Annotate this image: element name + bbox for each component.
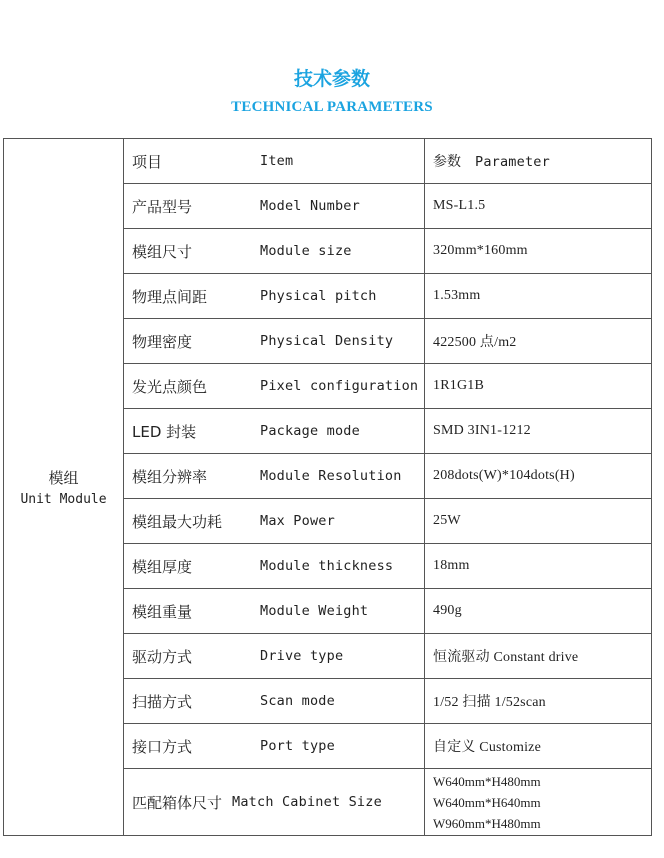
item-label-cn: 发光点颜色 — [132, 377, 208, 396]
header-param-en: Parameter — [475, 154, 550, 170]
table-header-row — [4, 139, 652, 184]
item-label-cn: 模组重量 — [132, 602, 193, 621]
item-cell — [124, 319, 425, 364]
cabinet-size-value: W640mm*H640mm — [433, 794, 541, 810]
item-cell — [124, 589, 425, 634]
value-cell — [425, 769, 652, 836]
item-label-en: Physical Density — [260, 333, 394, 349]
value-cell: 25W — [425, 499, 652, 544]
group-label-cn: 模组 — [48, 469, 79, 487]
item-label-cn: LED 封装 — [132, 422, 197, 441]
item-cell — [124, 184, 425, 229]
cabinet-size-value: W960mm*H480mm — [433, 815, 541, 831]
item-label-cn: 物理点间距 — [132, 287, 208, 306]
item-label-en: Module thickness — [260, 558, 394, 574]
item-label-cn: 扫描方式 — [132, 692, 193, 711]
value-cell: 422500 点/m2 — [425, 319, 652, 364]
header-param-cn: 参数 — [433, 154, 461, 170]
value-cell: 1/52 扫描 1/52scan — [425, 679, 652, 724]
item-label-en: Physical pitch — [260, 288, 377, 304]
item-label-en: Match Cabinet Size — [232, 794, 382, 810]
header-item-cn: 项目 — [132, 152, 163, 171]
item-cell — [124, 274, 425, 319]
value-cell: MS-L1.5 — [425, 184, 652, 229]
item-cell — [124, 769, 425, 836]
item-cell — [124, 544, 425, 589]
item-label-cn: 产品型号 — [132, 197, 193, 216]
item-label-cn: 模组分辨率 — [132, 467, 208, 486]
item-cell — [124, 634, 425, 679]
item-label-en: Module Weight — [260, 603, 369, 619]
value-cell: 自定义 Customize — [425, 724, 652, 769]
item-label-en: Port type — [260, 738, 335, 754]
item-label-en: Package mode — [260, 423, 360, 439]
item-cell — [124, 409, 425, 454]
item-cell — [124, 364, 425, 409]
item-label-cn: 物理密度 — [132, 332, 193, 351]
item-label-en: Module Resolution — [260, 468, 402, 484]
item-label-cn: 匹配箱体尺寸 — [132, 793, 223, 812]
group-label-en: Unit Module — [20, 492, 107, 507]
spec-table — [3, 138, 652, 836]
item-cell — [124, 229, 425, 274]
header-param-cell — [425, 139, 652, 184]
page-title-cn: 技术参数 — [293, 68, 370, 90]
item-cell — [124, 724, 425, 769]
item-label-cn: 接口方式 — [132, 737, 193, 756]
item-cell — [124, 499, 425, 544]
item-cell — [124, 454, 425, 499]
item-label-cn: 模组最大功耗 — [132, 512, 223, 531]
item-label-en: Max Power — [260, 513, 335, 529]
item-label-en: Pixel configuration — [260, 378, 419, 394]
value-cell: 1.53mm — [425, 274, 652, 319]
value-cell: 208dots(W)*104dots(H) — [425, 454, 652, 499]
value-cell: 1R1G1B — [425, 364, 652, 409]
item-label-en: Model Number — [260, 198, 360, 214]
value-cell: 490g — [425, 589, 652, 634]
value-cell: 320mm*160mm — [425, 229, 652, 274]
value-cell: 恒流驱动 Constant drive — [425, 634, 652, 679]
group-cell — [4, 139, 124, 836]
value-cell: SMD 3IN1-1212 — [425, 409, 652, 454]
header-item-cell — [124, 139, 425, 184]
value-cell: 18mm — [425, 544, 652, 589]
item-label-en: Scan mode — [260, 693, 335, 709]
item-label-cn: 模组厚度 — [132, 557, 193, 576]
item-label-en: Module size — [260, 243, 352, 259]
item-cell — [124, 679, 425, 724]
page-title-en: TECHNICAL PARAMETERS — [231, 99, 433, 115]
header-item-en: Item — [260, 153, 294, 169]
item-label-cn: 模组尺寸 — [132, 242, 193, 261]
item-label-cn: 驱动方式 — [132, 647, 193, 666]
item-label-en: Drive type — [260, 648, 344, 664]
cabinet-size-value: W640mm*H480mm — [433, 773, 541, 789]
